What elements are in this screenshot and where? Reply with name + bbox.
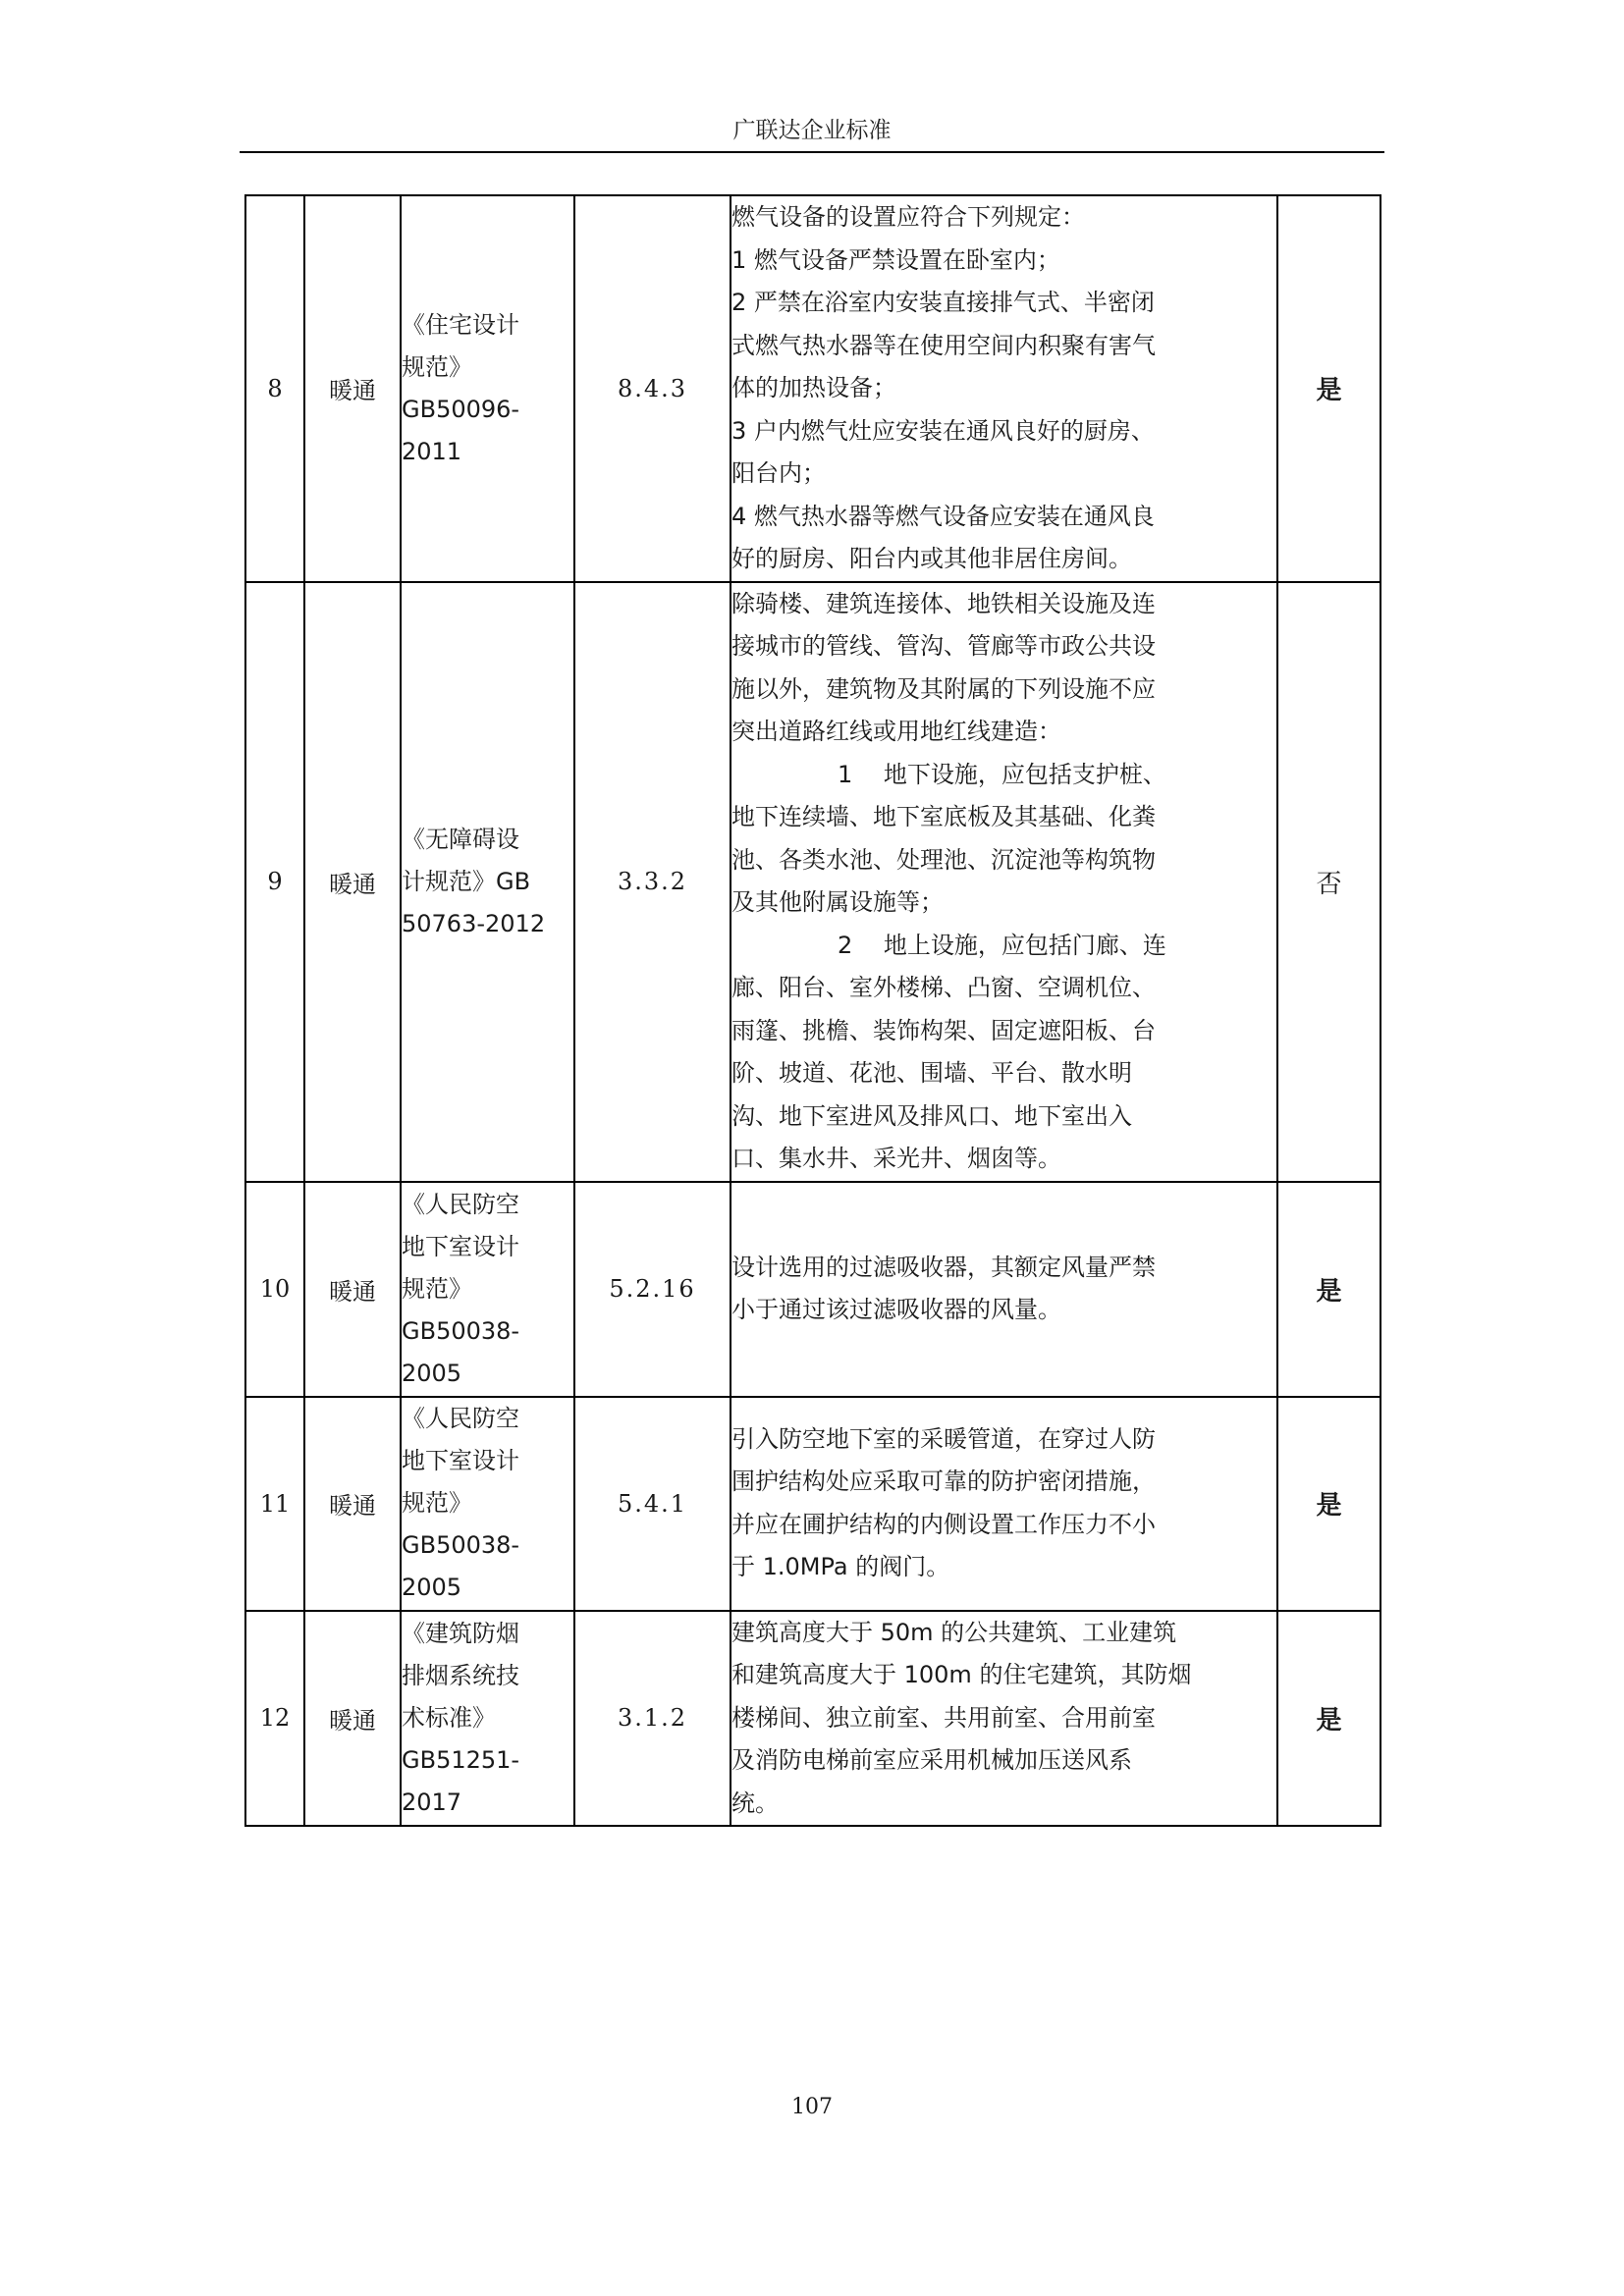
standard-name-cell xyxy=(401,1611,574,1827)
clause-text-line: 建筑高度大于 50m 的公共建筑、工业建筑 xyxy=(731,1618,1177,1646)
clause-text-line: 阳台内； xyxy=(731,459,826,487)
standard-name-line: 2005 xyxy=(402,1359,462,1387)
mandatory-flag: 否 xyxy=(1277,582,1380,1182)
standard-name-line: 排烟系统技 xyxy=(402,1661,519,1689)
mandatory-flag: 是 xyxy=(1277,1182,1380,1397)
row-number: 12 xyxy=(245,1611,304,1827)
clause-text-cell xyxy=(731,1182,1277,1397)
clause-text-line: 口、集水井、采光井、烟囱等。 xyxy=(731,1145,1061,1172)
clause-text-line: 池、各类水池、处理池、沉淀池等构筑物 xyxy=(731,845,1156,874)
standard-name-line: 《无障碍设 xyxy=(402,825,519,853)
clause-text-line: 突出道路红线或用地红线建造： xyxy=(731,718,1061,745)
standard-name-line: 2011 xyxy=(402,437,462,465)
category-cell: 暖通 xyxy=(304,582,401,1182)
clause-text-line: 阶、坡道、花池、围墙、平台、散水明 xyxy=(731,1059,1132,1087)
standard-name-line: 地下室设计 xyxy=(402,1232,519,1260)
clause-number: 8.4.3 xyxy=(574,195,731,582)
clause-text-line: 廊、阳台、室外楼梯、凸窗、空调机位、 xyxy=(731,974,1156,1001)
standard-name-cell xyxy=(401,1182,574,1397)
standard-name-cell xyxy=(401,195,574,582)
clause-text-line: 雨篷、挑檐、装饰构架、固定遮阳板、台 xyxy=(731,1016,1156,1044)
clause-number: 5.4.1 xyxy=(574,1397,731,1611)
clause-text-line: 2 严禁在浴室内安装直接排气式、半密闭 xyxy=(731,289,1155,316)
clause-text-line: 引入防空地下室的采暖管道，在穿过人防 xyxy=(731,1424,1156,1453)
row-number: 11 xyxy=(245,1397,304,1611)
table-row xyxy=(245,195,1380,582)
clause-text-line: 好的厨房、阳台内或其他非居住房间。 xyxy=(731,545,1132,572)
standard-name-line: GB50096- xyxy=(402,395,520,423)
clause-text-line: 1 地下设施，应包括支护桩、 xyxy=(838,760,1166,788)
clause-text-cell xyxy=(731,195,1277,582)
clause-text-line: 统。 xyxy=(731,1789,779,1817)
table-row xyxy=(245,582,1380,1182)
clause-text-cell xyxy=(731,1397,1277,1611)
row-number: 8 xyxy=(245,195,304,582)
table-row xyxy=(245,1397,1380,1611)
clause-text-line: 沟、地下室进风及排风口、地下室出入 xyxy=(731,1101,1132,1130)
clause-text-line: 并应在圃护结构的内侧设置工作压力不小 xyxy=(731,1510,1156,1538)
standard-name-line: 《人民防空 xyxy=(402,1190,519,1218)
clause-text-line: 楼梯间、独立前室、共用前室、合用前室 xyxy=(731,1703,1156,1732)
standards-table xyxy=(244,194,1381,1827)
standard-name-line: GB50038- xyxy=(402,1316,520,1345)
standard-name-line: 2017 xyxy=(402,1788,462,1816)
clause-text-line: 围护结构处应采取可靠的防护密闭措施， xyxy=(731,1468,1156,1495)
page-header-title: 广联达企业标准 xyxy=(732,118,892,143)
header-divider xyxy=(240,151,1384,153)
clause-text-line: 2 地上设施，应包括门廊、连 xyxy=(838,931,1166,959)
category-cell: 暖通 xyxy=(304,195,401,582)
clause-text-line: 体的加热设备； xyxy=(731,374,896,401)
category-cell: 暖通 xyxy=(304,1182,401,1397)
standard-name-line: 计规范》GB xyxy=(402,867,531,895)
row-number: 9 xyxy=(245,582,304,1182)
standard-name-line: GB51251- xyxy=(402,1745,520,1774)
standard-name-cell xyxy=(401,1397,574,1611)
category-cell: 暖通 xyxy=(304,1611,401,1827)
clause-text-cell xyxy=(731,1611,1277,1827)
clause-text-line: 施以外，建筑物及其附属的下列设施不应 xyxy=(731,674,1156,703)
clause-text-line: 燃气设备的设置应符合下列规定： xyxy=(731,203,1085,231)
clause-text-line: 除骑楼、建筑连接体、地铁相关设施及连 xyxy=(731,589,1156,617)
clause-text-line: 接城市的管线、管沟、管廊等市政公共设 xyxy=(731,632,1156,660)
standard-name-line: 2005 xyxy=(402,1574,462,1601)
clause-text-line: 设计选用的过滤吸收器，其额定风量严禁 xyxy=(731,1253,1156,1281)
mandatory-flag: 是 xyxy=(1277,195,1380,582)
clause-text-line: 于 1.0MPa 的阀门。 xyxy=(731,1553,950,1580)
standard-name-line: GB50038- xyxy=(402,1531,520,1559)
standard-name-line: 规范》 xyxy=(402,352,472,381)
mandatory-flag: 是 xyxy=(1277,1611,1380,1827)
table-row xyxy=(245,1182,1380,1397)
standard-name-line: 《住宅设计 xyxy=(402,310,519,339)
standard-name-line: 《人民防空 xyxy=(402,1405,519,1432)
standard-name-line: 术标准》 xyxy=(402,1703,496,1732)
clause-text-line: 4 燃气热水器等燃气设备应安装在通风良 xyxy=(731,502,1155,530)
clause-text-line: 3 户内燃气灶应安装在通风良好的厨房、 xyxy=(731,416,1155,445)
clause-text-line: 和建筑高度大于 100m 的住宅建筑，其防烟 xyxy=(731,1661,1192,1688)
clause-text-cell xyxy=(731,582,1277,1182)
clause-number: 5.2.16 xyxy=(574,1182,731,1397)
clause-text-line: 及消防电梯前室应采用机械加压送风系 xyxy=(731,1746,1132,1774)
standard-name-line: 《建筑防烟 xyxy=(402,1619,519,1647)
clause-number: 3.1.2 xyxy=(574,1611,731,1827)
standard-name-line: 地下室设计 xyxy=(402,1447,519,1474)
clause-number: 3.3.2 xyxy=(574,582,731,1182)
standard-name-line: 规范》 xyxy=(402,1489,472,1517)
clause-text-line: 1 燃气设备严禁设置在卧室内； xyxy=(731,245,1060,274)
page-number: 107 xyxy=(791,2095,833,2119)
standard-name-line: 50763-2012 xyxy=(402,909,546,937)
mandatory-flag: 是 xyxy=(1277,1397,1380,1611)
clause-text-line: 式燃气热水器等在使用空间内积聚有害气 xyxy=(731,331,1156,359)
clause-text-line: 地下连续墙、地下室底板及其基础、化粪 xyxy=(731,803,1156,830)
clause-text-line: 及其他附属设施等； xyxy=(731,888,944,916)
category-cell: 暖通 xyxy=(304,1397,401,1611)
clause-text-line: 小于通过该过滤吸收器的风量。 xyxy=(731,1296,1061,1323)
standard-name-cell xyxy=(401,582,574,1182)
table-row xyxy=(245,1611,1380,1827)
row-number: 10 xyxy=(245,1182,304,1397)
standard-name-line: 规范》 xyxy=(402,1274,472,1303)
